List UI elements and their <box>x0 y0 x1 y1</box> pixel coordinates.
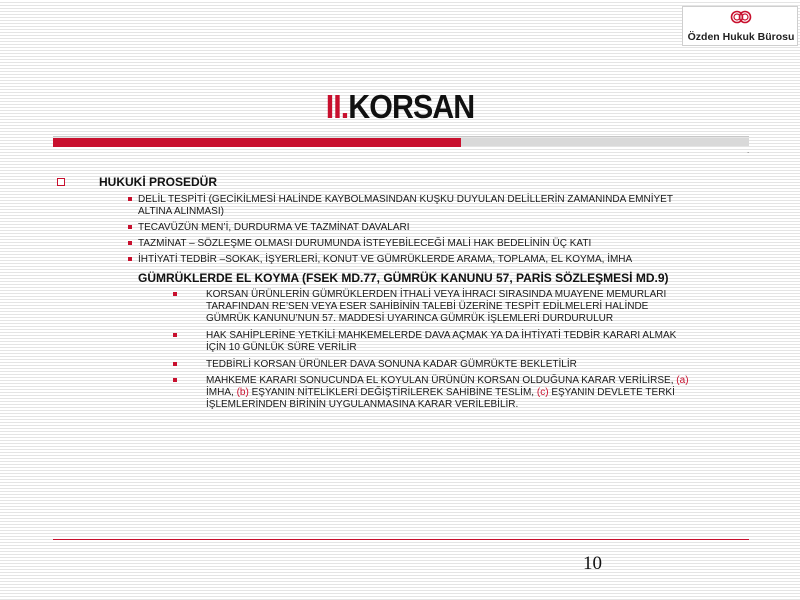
item4-line1: MAHKEME KARARI SONUCUNDA EL KOYULAN ÜRÜNÜN KORSAN OLDUĞUNA KARAR VERİLİRSE, <box>206 375 674 386</box>
footer-line <box>53 539 749 540</box>
customs-item-text <box>206 387 675 399</box>
item4-option-b: EŞYANIN NİTELİKLERİ DEĞİŞTİRİLEREK SAHİBİNE TESLİM, <box>251 387 535 398</box>
bullet-icon <box>128 241 132 245</box>
customs-heading: GÜMRÜKLERDE EL KOYMA (FSEK MD.77, GÜMRÜK KANUNU 57, PARİS SÖZLEŞMESİ MD.9) <box>138 271 669 285</box>
marker-c: (c) <box>536 387 549 398</box>
customs-item-text: KORSAN ÜRÜNLERİN GÜMRÜKLERDEN İTHALİ VEYA İHRACI SIRASINDA MUAYENE MEMURLARI <box>206 289 667 300</box>
title-number: II. <box>325 88 349 125</box>
bullet-icon <box>173 362 177 366</box>
logo-text: Özden Hukuk Bürosu <box>687 31 795 43</box>
bullet-icon <box>173 333 177 337</box>
marker-b: (b) <box>236 387 249 398</box>
bullet-text: İHTİYATİ TEDBİR –SOKAK, İŞYERLERİ, KONUT VE GÜMRÜKLERDE ARAMA, TOPLAMA, EL KOYMA, İMHA <box>138 254 633 265</box>
decorative-dot: . <box>747 146 750 155</box>
customs-item-text: İÇİN 10 GÜNLÜK SÜRE VERİLİR <box>206 342 357 353</box>
bullet-text: TECAVÜZÜN MEN’İ, DURDURMA VE TAZMİNAT DAVALARI <box>138 222 410 233</box>
bullet-icon <box>173 292 177 296</box>
bullet-icon <box>128 225 132 229</box>
title-text: KORSAN <box>348 88 475 125</box>
customs-item-text: TARAFINDAN RE’SEN VEYA ESER SAHİBİNİN TALEBİ ÜZERİNE TESPİT EDİLMELERİ HALİNDE <box>206 301 649 312</box>
bullet-text: ALTINA ALINMASI) <box>138 206 224 217</box>
item4-option-a: İMHA, <box>206 387 234 398</box>
customs-item-text: İŞLEMLERİNDEN BİRİNİN UYGULANMASINA KARAR VERİLEBİLİR. <box>206 399 519 410</box>
bullet-text: TAZMİNAT – SÖZLEŞME OLMASI DURUMUNDA İSTEYEBİLECEĞİ MALİ HAK BEDELİNİN ÜÇ KATI <box>138 238 592 249</box>
customs-item-text: GÜMRÜK KANUNU’NUN 57. MADDESİ UYARINCA GÜMRÜK İŞLEMLERİ DURDURULUR <box>206 313 614 324</box>
bullet-icon <box>128 257 132 261</box>
customs-item-text <box>206 375 689 387</box>
item4-option-c: EŞYANIN DEVLETE TERKİ <box>551 387 675 398</box>
bullet-icon <box>173 378 177 382</box>
page-number: 10 <box>583 553 602 574</box>
bullet-icon <box>128 197 132 201</box>
customs-item-text: HAK SAHİPLERİNE YETKİLİ MAHKEMELERDE DAVA AÇMAK YA DA İHTİYATİ TEDBİR KARARI ALMAK <box>206 330 677 341</box>
section-heading: HUKUKİ PROSEDÜR <box>99 175 218 189</box>
customs-item-text: TEDBİRLİ KORSAN ÜRÜNLER DAVA SONUNA KADAR GÜMRÜKTE BEKLETİLİR <box>206 359 577 370</box>
square-bullet-icon <box>57 178 65 186</box>
marker-a: (a) <box>676 375 689 386</box>
bullet-text: DELİL TESPİTİ (GECİKİLMESİ HALİNDE KAYBOLMASINDAN KUŞKU DUYULAN DELİLLERİN ZAMANINDA EMNİYET <box>138 194 673 205</box>
